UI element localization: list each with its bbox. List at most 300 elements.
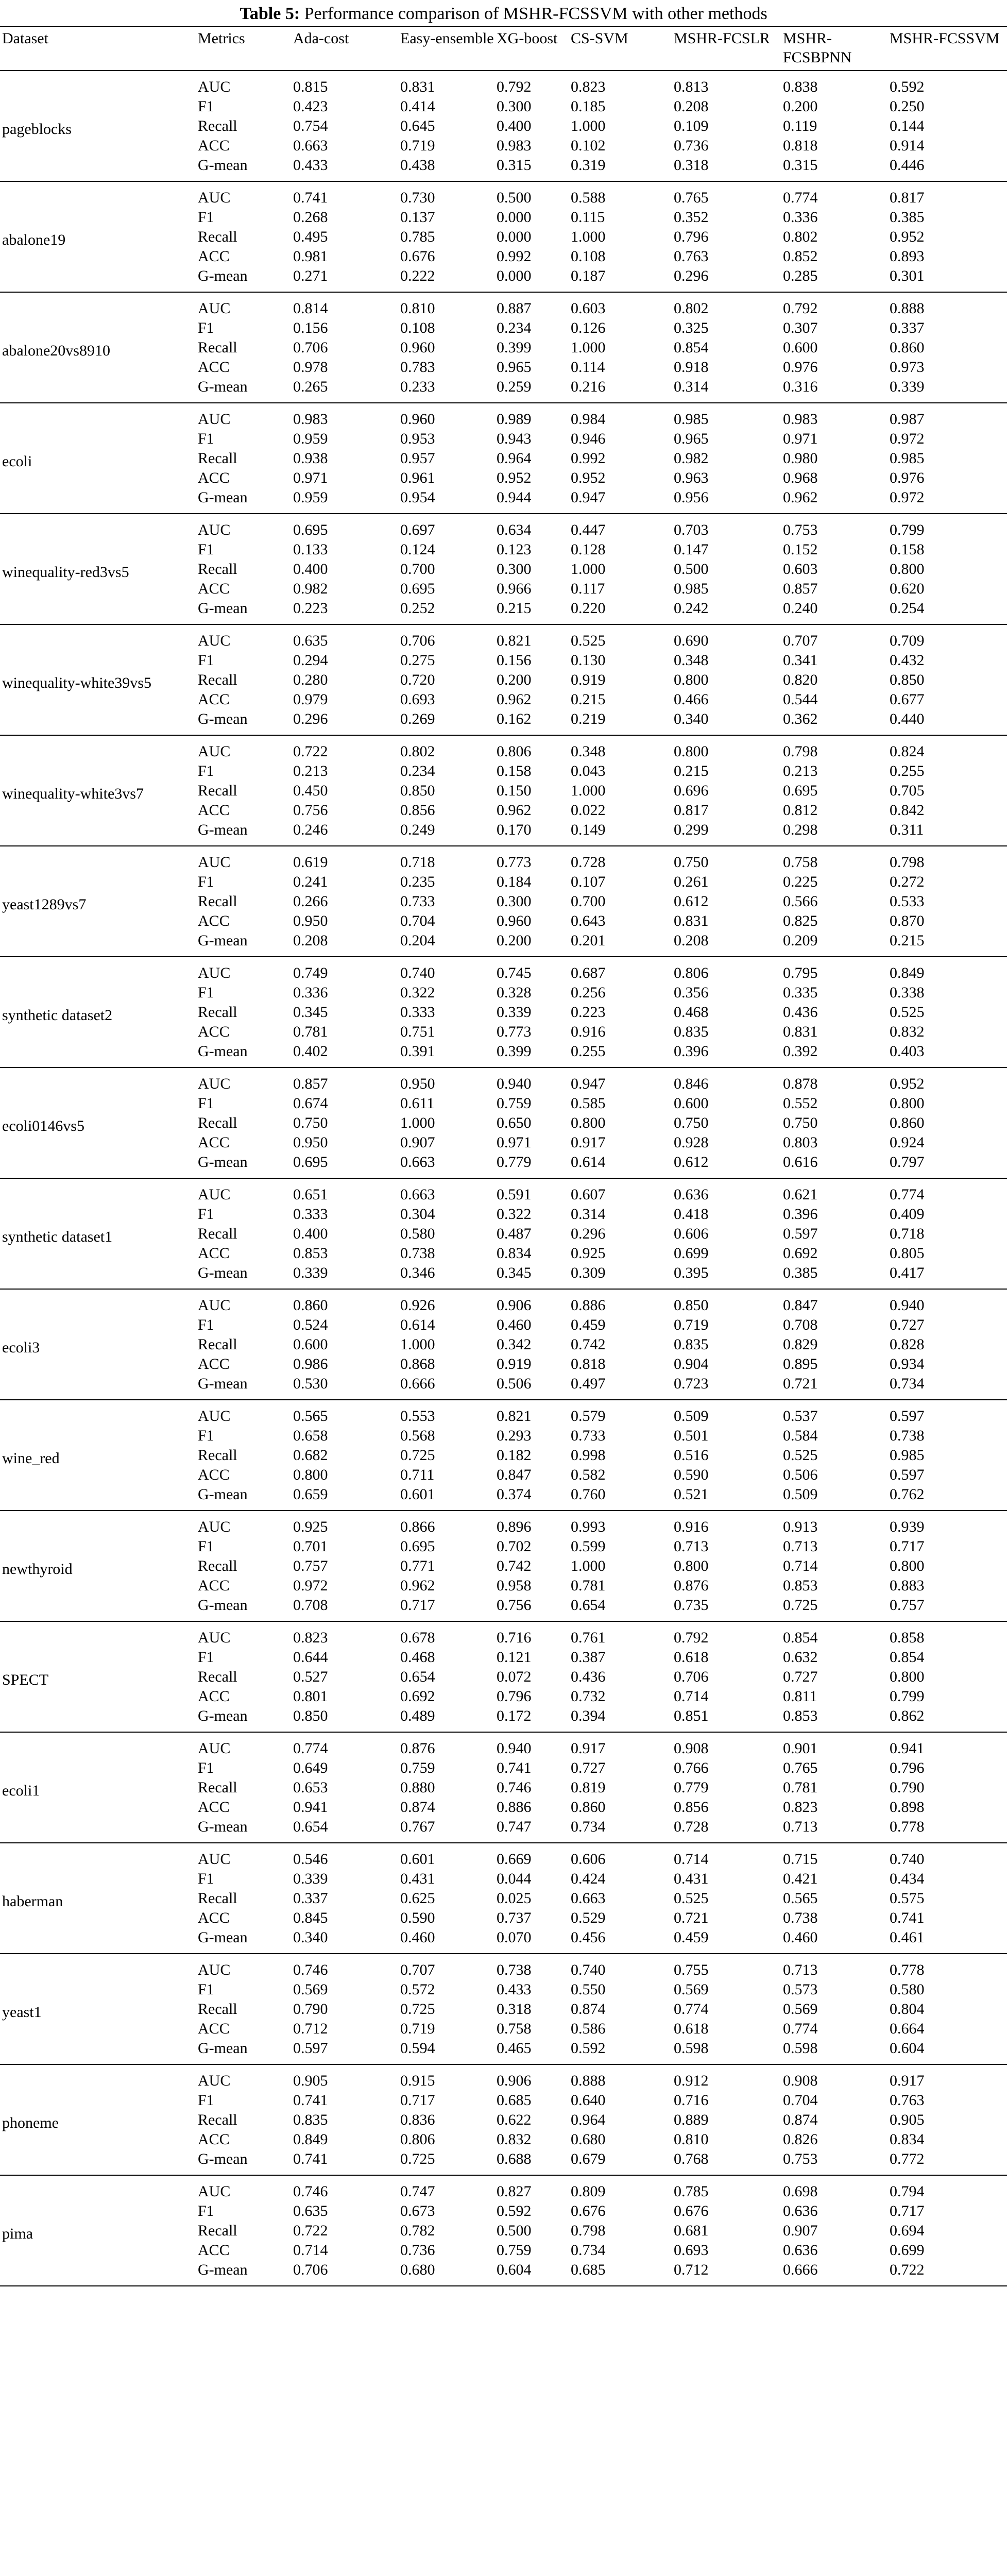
value-cell: 0.737: [497, 1909, 532, 1926]
value-cell: 0.107: [571, 873, 606, 890]
value-cell: 0.766: [674, 1759, 709, 1776]
value-cell: 0.960: [400, 411, 435, 428]
value-cell: 0.414: [400, 98, 435, 115]
value-cell: 0.730: [400, 189, 435, 206]
value-cell: 0.298: [783, 821, 818, 838]
value-cell: 0.960: [497, 912, 532, 929]
value-cell: 0.618: [674, 1649, 709, 1666]
value-cell: 0.666: [400, 1375, 435, 1392]
metric-name: AUC: [198, 1408, 231, 1425]
metric-name: G-mean: [198, 1486, 248, 1503]
value-cell: 0.860: [890, 339, 925, 356]
metric-name: ACC: [198, 1355, 230, 1372]
value-cell: 0.460: [783, 1929, 818, 1946]
value-cell: 0.800: [890, 1095, 925, 1112]
metric-name: G-mean: [198, 1043, 248, 1060]
value-cell: 0.149: [571, 821, 606, 838]
value-cell: 0.834: [497, 1245, 532, 1262]
value-cell: 0.296: [293, 710, 328, 727]
value-cell: 0.625: [400, 1890, 435, 1907]
value-cell: 0.299: [674, 821, 709, 838]
value-cell: 0.402: [293, 1043, 328, 1060]
value-cell: 0.774: [783, 2020, 818, 2037]
value-cell: 0.880: [400, 1779, 435, 1796]
value-cell: 0.746: [293, 1961, 328, 1978]
value-cell: 0.832: [497, 2131, 532, 2148]
metric-name: F1: [198, 1759, 214, 1776]
metric-name: Recall: [198, 1890, 237, 1907]
value-cell: 0.985: [890, 450, 925, 467]
value-cell: 0.242: [674, 600, 709, 617]
value-cell: 1.000: [400, 1114, 435, 1131]
value-cell: 0.249: [400, 821, 435, 838]
dataset-name: SPECT: [2, 1671, 49, 1688]
value-cell: 0.604: [497, 2261, 532, 2278]
value-cell: 0.720: [400, 671, 435, 688]
value-cell: 0.722: [293, 2222, 328, 2239]
metric-name: F1: [198, 319, 214, 336]
value-cell: 0.399: [497, 1043, 532, 1060]
value-cell: 0.600: [674, 1095, 709, 1112]
dataset-name: pima: [2, 2225, 33, 2242]
value-cell: 0.713: [783, 1818, 818, 1835]
value-cell: 0.972: [890, 489, 925, 506]
value-cell: 0.516: [674, 1447, 709, 1464]
value-cell: 0.337: [890, 319, 925, 336]
value-cell: 0.925: [571, 1245, 606, 1262]
value-cell: 0.644: [293, 1649, 328, 1666]
value-cell: 0.396: [783, 1206, 818, 1223]
value-cell: 0.695: [293, 521, 328, 538]
value-cell: 0.128: [571, 541, 606, 558]
value-cell: 0.700: [400, 561, 435, 578]
value-cell: 0.747: [400, 2183, 435, 2200]
value-cell: 0.800: [890, 1557, 925, 1574]
value-cell: 0.904: [674, 1355, 709, 1372]
value-cell: 0.525: [783, 1447, 818, 1464]
value-cell: 0.733: [400, 893, 435, 910]
value-cell: 0.962: [497, 802, 532, 819]
value-cell: 0.716: [674, 2092, 709, 2109]
value-cell: 0.653: [293, 1779, 328, 1796]
value-cell: 0.338: [890, 984, 925, 1001]
value-cell: 0.432: [890, 652, 925, 669]
value-cell: 0.725: [400, 2150, 435, 2167]
value-cell: 0.713: [783, 1538, 818, 1555]
value-cell: 0.546: [293, 1851, 328, 1868]
value-cell: 0.738: [783, 1909, 818, 1926]
value-cell: 0.983: [783, 411, 818, 428]
value-cell: 0.663: [400, 1186, 435, 1203]
value-cell: 0.468: [674, 1004, 709, 1021]
value-cell: 0.293: [497, 1427, 532, 1444]
value-cell: 0.750: [674, 1114, 709, 1131]
metric-name: ACC: [198, 248, 230, 265]
value-cell: 0.348: [571, 743, 606, 760]
metric-name: ACC: [198, 137, 230, 154]
table-row: [0, 292, 1007, 318]
value-cell: 0.400: [293, 1225, 328, 1242]
value-cell: 0.152: [783, 541, 818, 558]
value-cell: 0.701: [293, 1538, 328, 1555]
value-cell: 0.337: [293, 1890, 328, 1907]
metric-name: ACC: [198, 1134, 230, 1151]
value-cell: 0.315: [783, 157, 818, 174]
value-cell: 0.741: [293, 2150, 328, 2167]
value-cell: 0.943: [497, 430, 532, 447]
value-cell: 0.853: [293, 1245, 328, 1262]
header-row: [0, 26, 1007, 71]
metric-name: ACC: [198, 359, 230, 376]
metric-name: ACC: [198, 580, 230, 597]
value-cell: 0.311: [890, 821, 924, 838]
value-cell: 0.685: [571, 2261, 606, 2278]
dataset-name: synthetic dataset2: [2, 1006, 113, 1024]
value-cell: 0.339: [293, 1870, 328, 1887]
value-cell: 0.972: [293, 1577, 328, 1594]
value-cell: 0.395: [674, 1264, 709, 1281]
value-cell: 0.801: [293, 1688, 328, 1705]
metric-name: G-mean: [198, 1707, 248, 1724]
value-cell: 0.728: [571, 854, 606, 871]
value-cell: 0.706: [293, 2261, 328, 2278]
metric-name: Recall: [198, 2001, 237, 2018]
value-cell: 0.718: [400, 854, 435, 871]
value-cell: 0.832: [890, 1023, 925, 1040]
value-cell: 0.866: [400, 1518, 435, 1535]
value-cell: 0.940: [497, 1075, 532, 1092]
value-cell: 0.459: [674, 1929, 709, 1946]
value-cell: 0.266: [293, 893, 328, 910]
value-cell: 0.607: [571, 1186, 606, 1203]
value-cell: 0.850: [293, 1707, 328, 1724]
value-cell: 0.750: [783, 1114, 818, 1131]
value-cell: 0.746: [497, 1779, 532, 1796]
value-cell: 0.806: [400, 2131, 435, 2148]
metric-name: AUC: [198, 1518, 231, 1535]
value-cell: 0.715: [783, 1851, 818, 1868]
value-cell: 0.345: [497, 1264, 532, 1281]
metric-name: F1: [198, 541, 214, 558]
value-cell: 1.000: [571, 1557, 606, 1574]
value-cell: 0.200: [497, 932, 532, 949]
value-cell: 1.000: [400, 1336, 435, 1353]
value-cell: 0.521: [674, 1486, 709, 1503]
value-cell: 0.704: [400, 912, 435, 929]
value-cell: 0.802: [674, 300, 709, 317]
value-cell: 0.800: [674, 1557, 709, 1574]
value-cell: 0.123: [497, 541, 532, 558]
value-cell: 0.102: [571, 137, 606, 154]
metric-name: F1: [198, 1870, 214, 1887]
value-cell: 0.973: [890, 359, 925, 376]
value-cell: 0.774: [783, 189, 818, 206]
value-cell: 0.070: [497, 1929, 532, 1946]
value-cell: 0.316: [783, 378, 818, 395]
value-cell: 0.716: [497, 1629, 532, 1646]
value-cell: 0.220: [571, 600, 606, 617]
value-cell: 0.172: [497, 1707, 532, 1724]
value-cell: 0.950: [400, 1075, 435, 1092]
metric-name: Recall: [198, 450, 237, 467]
value-cell: 0.121: [497, 1649, 532, 1666]
value-cell: 0.800: [890, 1668, 925, 1685]
value-cell: 0.654: [400, 1668, 435, 1685]
value-cell: 0.800: [674, 671, 709, 688]
value-cell: 0.962: [400, 1577, 435, 1594]
value-cell: 0.590: [674, 1466, 709, 1483]
metric-name: F1: [198, 430, 214, 447]
value-cell: 0.208: [674, 932, 709, 949]
value-cell: 0.352: [674, 209, 709, 226]
metric-name: F1: [198, 873, 214, 890]
value-cell: 0.916: [674, 1518, 709, 1535]
value-cell: 0.676: [571, 2202, 606, 2219]
value-cell: 0.754: [293, 117, 328, 134]
value-cell: 0.772: [890, 2150, 925, 2167]
value-cell: 0.200: [497, 671, 532, 688]
metric-name: F1: [198, 98, 214, 115]
value-cell: 0.569: [783, 2001, 818, 2018]
value-cell: 0.712: [674, 2261, 709, 2278]
value-cell: 0.025: [497, 1890, 532, 1907]
value-cell: 0.436: [571, 1668, 606, 1685]
value-cell: 0.307: [783, 319, 818, 336]
value-cell: 0.774: [293, 1740, 328, 1757]
value-cell: 0.201: [571, 932, 606, 949]
value-cell: 0.825: [783, 912, 818, 929]
value-cell: 0.763: [674, 248, 709, 265]
table-header: [0, 26, 1007, 71]
value-cell: 0.659: [293, 1486, 328, 1503]
value-cell: 0.204: [400, 932, 435, 949]
value-cell: 0.944: [497, 489, 532, 506]
header-xg-boost: XG-boost: [497, 30, 558, 47]
value-cell: 0.635: [293, 632, 328, 649]
value-cell: 0.466: [674, 691, 709, 708]
value-cell: 0.022: [571, 802, 606, 819]
value-cell: 0.765: [783, 1759, 818, 1776]
value-cell: 0.585: [571, 1095, 606, 1112]
value-cell: 0.773: [497, 1023, 532, 1040]
value-cell: 0.187: [571, 267, 606, 284]
value-cell: 0.044: [497, 1870, 532, 1887]
value-cell: 0.915: [400, 2072, 435, 2089]
value-cell: 0.796: [674, 228, 709, 245]
value-cell: 0.322: [497, 1206, 532, 1223]
value-cell: 0.908: [783, 2072, 818, 2089]
value-cell: 0.215: [890, 932, 925, 949]
dataset-name: winequality-white39vs5: [2, 674, 151, 691]
dataset-name: winequality-red3vs5: [2, 563, 129, 581]
value-cell: 0.643: [571, 912, 606, 929]
value-cell: 0.269: [400, 710, 435, 727]
table-row: [0, 846, 1007, 872]
value-cell: 0.698: [783, 2183, 818, 2200]
value-cell: 0.706: [400, 632, 435, 649]
value-cell: 0.850: [674, 1297, 709, 1314]
value-cell: 0.460: [497, 1316, 532, 1333]
value-cell: 0.588: [571, 189, 606, 206]
value-cell: 0.676: [674, 2202, 709, 2219]
header-mshr-fcslr: MSHR-FCSLR: [674, 30, 770, 47]
value-cell: 0.336: [783, 209, 818, 226]
value-cell: 0.133: [293, 541, 328, 558]
value-cell: 0.846: [674, 1075, 709, 1092]
value-cell: 0.300: [497, 893, 532, 910]
value-cell: 0.509: [783, 1486, 818, 1503]
value-cell: 0.695: [400, 580, 435, 597]
value-cell: 0.858: [890, 1629, 925, 1646]
value-cell: 0.966: [497, 580, 532, 597]
value-cell: 0.663: [571, 1890, 606, 1907]
value-cell: 0.156: [497, 652, 532, 669]
metric-name: Recall: [198, 1779, 237, 1796]
metric-name: ACC: [198, 2131, 230, 2148]
value-cell: 0.947: [571, 1075, 606, 1092]
value-cell: 0.985: [674, 580, 709, 597]
value-cell: 0.956: [674, 489, 709, 506]
metric-name: AUC: [198, 1629, 231, 1646]
value-cell: 0.725: [400, 2001, 435, 2018]
value-cell: 0.591: [497, 1186, 532, 1203]
value-cell: 0.374: [497, 1486, 532, 1503]
value-cell: 0.328: [497, 984, 532, 1001]
value-cell: 0.592: [571, 2040, 606, 2057]
metric-name: AUC: [198, 743, 231, 760]
value-cell: 0.275: [400, 652, 435, 669]
value-cell: 0.616: [783, 1154, 818, 1171]
value-cell: 0.750: [293, 1114, 328, 1131]
value-cell: 0.795: [783, 964, 818, 981]
table-row: [0, 181, 1007, 208]
value-cell: 0.301: [890, 267, 925, 284]
value-cell: 0.533: [890, 893, 925, 910]
value-cell: 0.774: [674, 2001, 709, 2018]
value-cell: 0.497: [571, 1375, 606, 1392]
value-cell: 0.550: [571, 1981, 606, 1998]
value-cell: 0.792: [674, 1629, 709, 1646]
value-cell: 0.727: [783, 1668, 818, 1685]
value-cell: 0.790: [293, 2001, 328, 2018]
value-cell: 0.552: [783, 1095, 818, 1112]
value-cell: 0.500: [497, 189, 532, 206]
table-row: [0, 1400, 1007, 1426]
table-body: [0, 71, 1007, 2286]
value-cell: 0.798: [783, 743, 818, 760]
metric-name: Recall: [198, 1114, 237, 1131]
value-cell: 0.525: [571, 632, 606, 649]
value-cell: 0.860: [293, 1297, 328, 1314]
value-cell: 0.685: [497, 2092, 532, 2109]
value-cell: 0.982: [674, 450, 709, 467]
value-cell: 0.856: [674, 1799, 709, 1816]
value-cell: 0.666: [783, 2261, 818, 2278]
table-row: [0, 957, 1007, 983]
dataset-name: ecoli1: [2, 1782, 40, 1799]
value-cell: 0.785: [674, 2183, 709, 2200]
value-cell: 0.693: [400, 691, 435, 708]
value-cell: 0.717: [400, 1597, 435, 1614]
value-cell: 0.446: [890, 157, 925, 174]
value-cell: 0.957: [400, 450, 435, 467]
value-cell: 0.695: [400, 1538, 435, 1555]
value-cell: 0.810: [674, 2131, 709, 2148]
value-cell: 0.325: [674, 319, 709, 336]
value-cell: 0.650: [497, 1114, 532, 1131]
value-cell: 0.525: [890, 1004, 925, 1021]
value-cell: 0.938: [293, 450, 328, 467]
metric-name: G-mean: [198, 1154, 248, 1171]
value-cell: 0.723: [674, 1375, 709, 1392]
value-cell: 0.594: [400, 2040, 435, 2057]
value-cell: 0.706: [293, 339, 328, 356]
caption-text: Performance comparison of MSHR-FCSSVM with other methods: [304, 4, 767, 23]
value-cell: 0.917: [571, 1740, 606, 1757]
table-row: [0, 2064, 1007, 2091]
value-cell: 0.506: [783, 1466, 818, 1483]
value-cell: 0.741: [890, 1909, 925, 1926]
value-cell: 0.285: [783, 267, 818, 284]
metric-name: F1: [198, 1427, 214, 1444]
value-cell: 0.544: [783, 691, 818, 708]
value-cell: 0.800: [293, 1466, 328, 1483]
value-cell: 0.500: [497, 2222, 532, 2239]
value-cell: 0.233: [400, 378, 435, 395]
value-cell: 0.762: [890, 1486, 925, 1503]
value-cell: 0.803: [783, 1134, 818, 1151]
value-cell: 0.392: [783, 1043, 818, 1060]
value-cell: 0.400: [497, 117, 532, 134]
value-cell: 0.779: [674, 1779, 709, 1796]
value-cell: 0.692: [783, 1245, 818, 1262]
value-cell: 0.695: [783, 782, 818, 799]
value-cell: 0.618: [674, 2020, 709, 2037]
value-cell: 0.708: [783, 1316, 818, 1333]
value-cell: 0.682: [293, 1447, 328, 1464]
metric-name: F1: [198, 1981, 214, 1998]
value-cell: 0.965: [497, 359, 532, 376]
value-cell: 0.440: [890, 710, 925, 727]
value-cell: 0.658: [293, 1427, 328, 1444]
value-cell: 0.964: [571, 2111, 606, 2128]
value-cell: 0.765: [674, 189, 709, 206]
value-cell: 0.000: [497, 209, 532, 226]
value-cell: 0.895: [783, 1355, 818, 1372]
metric-name: Recall: [198, 893, 237, 910]
value-cell: 0.509: [674, 1408, 709, 1425]
metric-name: G-mean: [198, 1818, 248, 1835]
value-cell: 0.827: [497, 2183, 532, 2200]
value-cell: 0.679: [571, 2150, 606, 2167]
value-cell: 0.709: [890, 632, 925, 649]
value-cell: 0.828: [890, 1336, 925, 1353]
value-cell: 0.500: [674, 561, 709, 578]
metric-name: AUC: [198, 189, 231, 206]
value-cell: 0.738: [497, 1961, 532, 1978]
value-cell: 0.433: [293, 157, 328, 174]
value-cell: 0.888: [890, 300, 925, 317]
value-cell: 0.818: [783, 137, 818, 154]
value-cell: 0.599: [571, 1538, 606, 1555]
value-cell: 0.800: [571, 1114, 606, 1131]
metric-name: AUC: [198, 1297, 231, 1314]
results-table: [0, 26, 1007, 2286]
value-cell: 0.987: [890, 411, 925, 428]
value-cell: 0.385: [783, 1264, 818, 1281]
metric-name: Recall: [198, 1557, 237, 1574]
metric-name: ACC: [198, 912, 230, 929]
